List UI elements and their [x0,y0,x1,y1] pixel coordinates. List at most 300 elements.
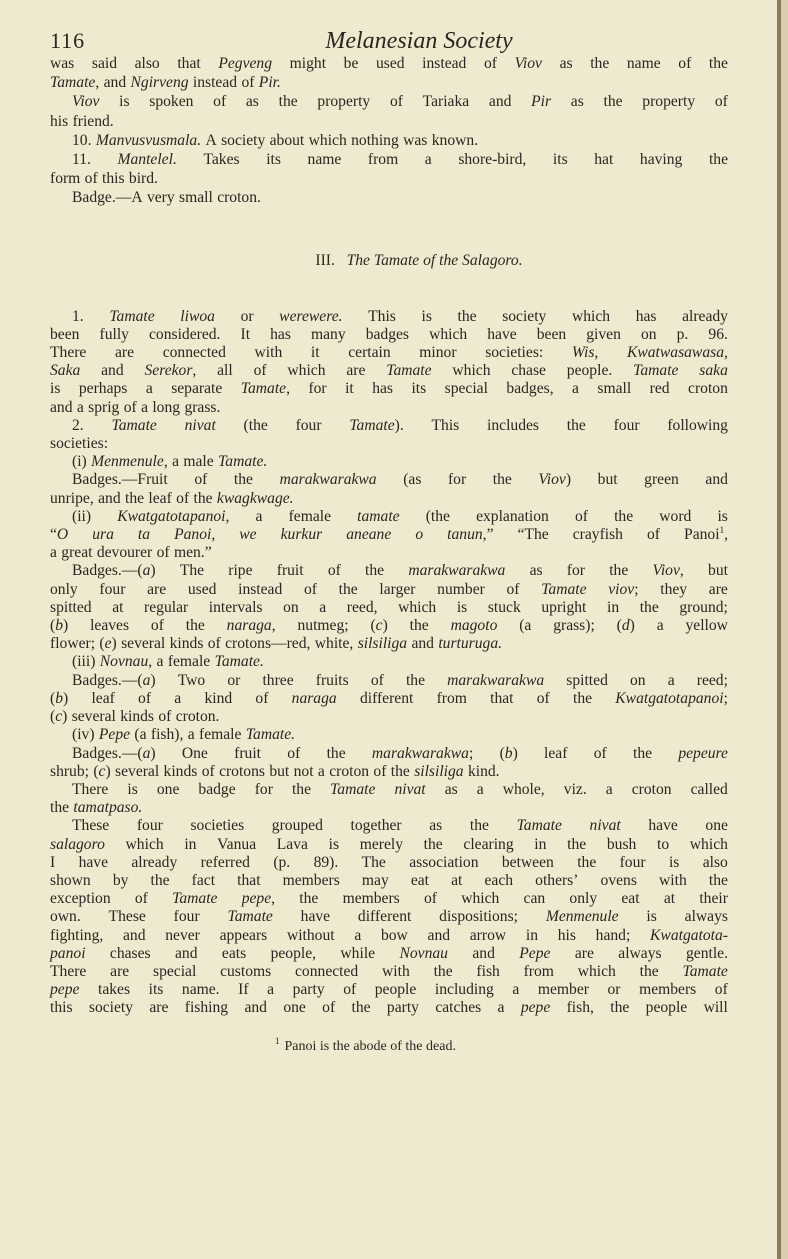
word [688,380,728,398]
word [50,836,105,854]
word [373,763,386,781]
word [99,635,116,653]
word [241,326,251,344]
section-numeral: III. [315,251,335,269]
word [151,872,170,890]
text-run: (ii) [72,507,92,525]
word [435,981,494,999]
text-run: considered. [149,325,221,343]
word [429,326,467,344]
word [572,380,579,398]
text-run: grass); [553,617,595,635]
text-run: which [287,362,326,380]
text-run: a [50,544,57,562]
text-run: croton [688,380,728,398]
text-run: These [72,817,110,835]
word [627,54,661,73]
text-run: member [537,981,589,999]
text-run: about [269,131,305,149]
word [470,927,506,945]
text-run: ( [370,617,376,635]
word [609,562,628,580]
word [566,672,608,690]
word [175,945,198,963]
text-run: four [173,908,200,926]
text-run: gentle. [685,944,728,962]
word [135,890,148,908]
text-run: ) [629,617,635,635]
word [50,635,95,653]
text-run: takes [98,981,131,999]
text-run: customs [220,962,272,980]
text-run: including [434,981,494,999]
text-run: perhaps [78,380,128,398]
text-run: the [390,762,410,780]
word [50,344,86,362]
word [347,599,378,617]
word [387,999,419,1017]
text-run: Takes [203,151,240,169]
word [690,836,728,854]
text-run: from [436,689,467,707]
text-run: and [101,362,124,380]
text-run: can [523,890,546,908]
text-run: 2. [72,416,84,434]
word [484,872,513,890]
word [185,999,228,1017]
word [184,836,196,854]
text-run: Badges.—Fruit [72,471,168,489]
text-run: been [536,325,567,343]
italic-term: Viov [72,93,100,111]
word [272,817,323,835]
word [502,308,546,326]
italic-term: Menmenule [91,453,164,471]
text-run: very [146,189,175,207]
word [121,635,165,653]
word [660,581,687,599]
italic-term: Tamate [633,362,679,380]
text-line [50,92,728,111]
text-run: This [368,307,396,325]
text-run: male [183,453,214,471]
word [365,562,384,580]
text-run: grass. [184,398,221,416]
text-run: One [181,744,208,762]
text-run: that [237,871,261,889]
word [109,908,146,926]
word [72,92,99,111]
word [50,599,92,617]
text-run: It [240,325,251,343]
word [636,308,657,326]
text-run: small [179,189,213,207]
italic-term: ta [137,526,151,544]
text-run: nothing [351,131,399,149]
word [699,362,728,380]
text-run: dispositions; [439,908,519,926]
text-run: at [663,890,676,908]
word [360,690,413,708]
word [498,999,505,1017]
word [630,672,646,690]
word [685,617,727,635]
word [246,92,259,111]
text-run: connected [295,962,359,980]
text-run: the [409,617,429,635]
text-run: ) [150,562,156,580]
word [311,344,320,362]
word [198,781,235,799]
text-run: Panoi [684,526,720,544]
text-run: and [427,926,451,944]
word [445,781,458,799]
word [127,781,137,799]
text-run: a [317,762,325,780]
text-line [50,112,728,131]
text-line [50,836,728,854]
word [204,690,232,708]
word [567,836,586,854]
word [182,981,220,999]
italic-term: Tamate. [214,653,264,671]
text-run: special [153,962,197,980]
word [73,799,142,817]
word [109,308,154,326]
word [193,73,237,92]
italic-term: Viov [514,55,542,72]
word [72,708,116,726]
word [110,963,129,981]
text-run: the [603,93,623,111]
text-line [50,417,728,435]
text-run: together [350,817,402,835]
italic-term: o [415,526,424,544]
text-run: the [351,999,371,1017]
word [640,150,682,169]
text-run: upright [541,598,587,616]
word [299,890,318,908]
italic-term: Tamate [227,908,273,926]
text-run: the [708,871,728,889]
word [50,872,91,890]
word [123,927,146,945]
text-run: also [702,853,728,871]
text-run: of [207,635,221,653]
text-run: Badge.—A [72,189,143,207]
word [608,581,638,599]
text-run: four [136,817,163,835]
word [176,490,189,508]
text-run: A [205,131,217,149]
italic-term: a [142,562,151,580]
text-run: female [199,726,242,744]
word [50,581,78,599]
text-run: which [571,307,611,325]
text-run: on [283,598,299,616]
word [100,653,152,671]
text-run: others’ [535,871,579,889]
word [419,344,456,362]
text-run: is [50,380,61,398]
text-run: for [254,780,273,798]
text-run: of [343,981,357,999]
text-run: eat [621,890,640,908]
text-run: connected [162,344,226,362]
italic-term: Tamate [240,380,287,398]
word [379,581,415,599]
text-run: Two [177,671,206,689]
text-run: are [346,362,366,380]
word [685,908,728,926]
word [553,150,568,169]
text-run: of [201,762,215,780]
word [403,131,427,150]
word [234,471,253,489]
word [118,150,177,169]
word [101,362,124,380]
word [194,471,207,489]
word [234,745,261,763]
italic-term: O [56,526,69,544]
text-run: have [300,908,331,926]
text-run: four [295,416,322,434]
italic-term: Novnau [99,653,149,671]
word [715,981,728,999]
word [485,344,543,362]
word [709,872,728,890]
text-run: (the [425,507,450,525]
word [368,308,396,326]
text-run: 89). [313,853,339,871]
text-line [50,362,728,380]
text-run: ( [50,689,56,707]
word [424,836,443,854]
text-run: have [487,325,517,343]
word [682,963,727,981]
text-run: on [640,325,657,343]
text-line [50,399,728,417]
text-run: shore-bird, [458,151,527,169]
word [50,617,68,635]
text-run: men.” [173,544,212,562]
footnote-reference: 1 [719,525,725,536]
word [113,872,129,890]
footnote-text: Panoi is the abode of the dead. [284,1038,456,1054]
text-line [50,799,728,817]
text-run: fact [191,871,216,889]
word [371,672,384,690]
word [343,981,356,999]
footnote-marker: 1 [275,1035,280,1046]
word [72,188,143,207]
text-run: and [472,944,495,962]
word [521,999,550,1017]
text-run: of [647,526,660,544]
text-run: bush [606,835,637,853]
text-run: on [630,671,646,689]
word [147,188,175,207]
text-run: but [269,762,290,780]
italic-term: b [55,617,63,635]
word [301,908,330,926]
word [50,326,79,344]
word [79,380,128,398]
text-run: one [156,780,180,798]
text-run: regular [144,598,189,616]
word [677,326,689,344]
word [657,836,669,854]
word [640,599,659,617]
word [50,708,67,726]
text-run: shown [50,871,91,889]
word [362,854,386,872]
text-run: been [50,325,80,343]
word [394,781,425,799]
text-run: name [307,151,342,169]
word [182,745,208,763]
text-run: each [484,871,514,889]
word [50,380,60,398]
word [664,890,675,908]
text-run: , [594,344,599,362]
text-run: of [327,562,341,580]
word [287,362,325,380]
text-run: hand; [595,926,631,944]
text-run: Lava [276,835,308,853]
italic-term: tanun [447,526,483,544]
text-line [50,490,728,508]
italic-term: Pir. [258,74,281,92]
text-line [50,672,728,690]
word [289,508,331,526]
word [213,92,226,111]
italic-term: a [142,671,151,689]
word [391,763,410,781]
text-run: kind [204,689,233,707]
italic-term: marakwarakwa [371,744,469,762]
italic-term: werewere. [279,307,343,325]
italic-term: Novnau [399,944,448,962]
word [199,726,241,744]
italic-term: Ngirveng [130,74,189,92]
italic-term: turturuga. [438,635,503,653]
word [50,362,80,380]
word [271,945,316,963]
word [148,490,171,508]
word [112,599,123,617]
text-run: of [506,580,520,598]
word [172,453,179,471]
word [174,526,215,544]
word [346,362,365,380]
text-line [50,435,728,453]
italic-term: pepeure [678,744,728,762]
italic-term: we [239,526,257,544]
text-run: are [708,580,728,598]
text-run: but [597,471,618,489]
word [606,781,613,799]
italic-term: c [98,762,106,780]
text-run: ground; [679,598,728,616]
word [89,999,133,1017]
word [158,708,171,726]
text-run: fish), [150,726,184,744]
word [573,690,592,708]
word [157,653,164,671]
text-run: the [193,489,213,507]
text-run: the [572,689,593,707]
text-run: a [172,453,180,471]
word [72,817,109,835]
italic-term: Kwatgatotapanoi [117,507,226,525]
text-run: people [645,999,688,1017]
italic-term: Saka [50,362,81,380]
text-run: croton. [175,708,220,726]
text-run: leaf [91,689,115,707]
italic-term: Manvusvusmala. [95,131,202,149]
word [468,763,500,781]
word [434,963,453,981]
word [259,73,281,92]
word [646,999,688,1017]
word [327,745,346,763]
text-run: separate [171,380,223,398]
word [458,308,477,326]
word [538,471,571,489]
word [390,92,403,111]
word [73,112,114,131]
text-run: of [574,507,588,525]
text-line [50,745,728,763]
word [147,581,166,599]
word [237,872,260,890]
text-line [50,188,728,207]
text-run: the [492,471,512,489]
word [98,490,121,508]
word [553,617,595,635]
word [357,508,399,526]
text-run: at [451,871,463,889]
word [669,854,679,872]
text-run: several [121,635,166,653]
text-run: spitted [566,671,608,689]
text-run: name [626,55,661,72]
text-run: ; [634,580,639,598]
word [91,453,168,471]
word [708,562,728,580]
text-run: a [656,617,664,635]
text-run: explanation [476,507,549,525]
word [273,854,290,872]
text-run: reed; [696,671,728,689]
text-run: yellow [685,617,728,635]
text-run: have [648,817,678,835]
text-run: always [684,908,728,926]
text-run: own. [50,908,81,926]
text-run: leaf [544,744,568,762]
text-run: in [525,926,538,944]
text-run: the [708,55,728,72]
word [50,763,89,781]
text-run: badges, [506,380,554,398]
italic-term: Tamate. [245,726,296,744]
text-run: this [102,170,125,188]
section-heading [50,252,728,270]
word [372,745,473,763]
text-run: of [194,471,208,489]
word [512,981,519,999]
